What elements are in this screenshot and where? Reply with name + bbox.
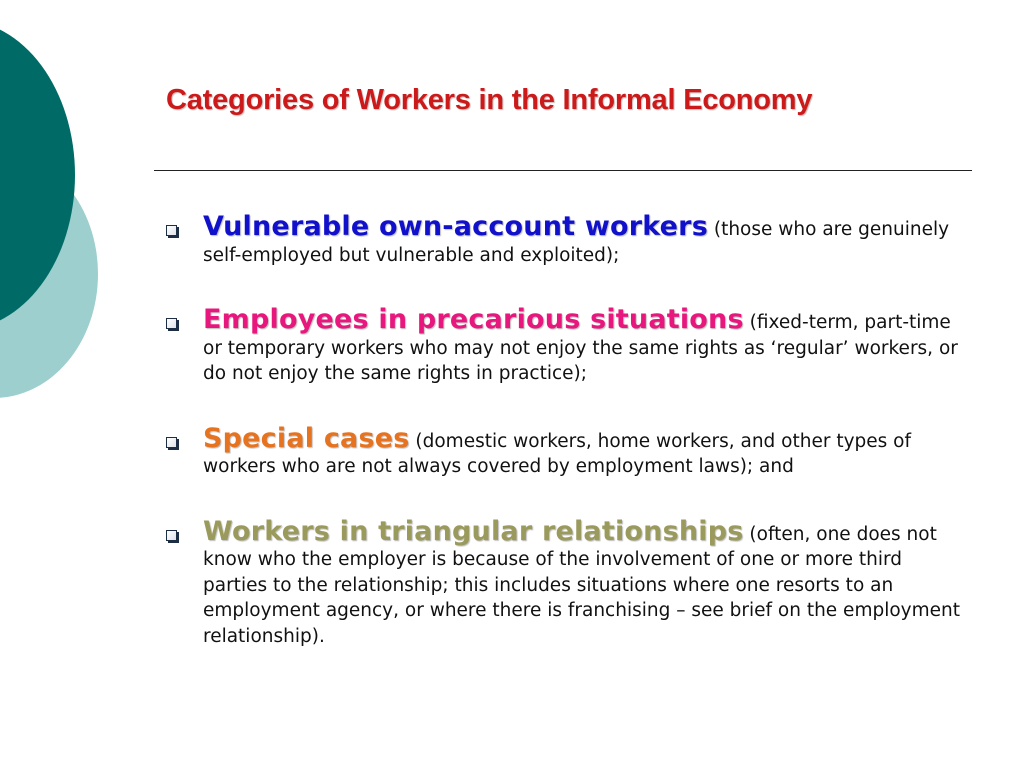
bullet-item-precarious-employees xyxy=(160,304,970,387)
title-divider xyxy=(154,170,972,171)
slide-title: Categories of Workers in the Informal Economy xyxy=(166,84,813,116)
square-bullet-icon xyxy=(166,318,177,329)
bullet-item-vulnerable-own-account xyxy=(160,211,970,268)
bullet-item-special-cases xyxy=(160,422,970,480)
bullet-list xyxy=(160,211,970,649)
bullet-description: (often, one does not know who the employer is because of the involvement of one or more third parties to the relationship; this includes situations where one resorts to an employment agency, or where there is franchising – see brief on the employment relationship). xyxy=(203,523,960,647)
bullet-description: (fixed-term, part-time or temporary workers who may not enjoy the same rights as ‘regular’ workers, or do not enjoy the same rights in practice); xyxy=(203,312,958,384)
bullet-description: (domestic workers, home workers, and other types of workers who are not always covered by employment laws); and xyxy=(203,430,912,477)
bullet-description: (those who are genuinely self-employed but vulnerable and exploited); xyxy=(203,219,950,266)
square-bullet-icon xyxy=(166,530,177,541)
bullet-term: Vulnerable own-account workers xyxy=(203,211,708,242)
bullet-item-triangular-relationships xyxy=(160,515,970,650)
square-bullet-icon xyxy=(166,437,177,448)
bullet-term: Workers in triangular relationships xyxy=(203,515,744,547)
bullet-term: Employees in precarious situations xyxy=(203,304,744,335)
bullet-term: Special cases xyxy=(203,422,410,454)
square-bullet-icon xyxy=(166,225,177,236)
